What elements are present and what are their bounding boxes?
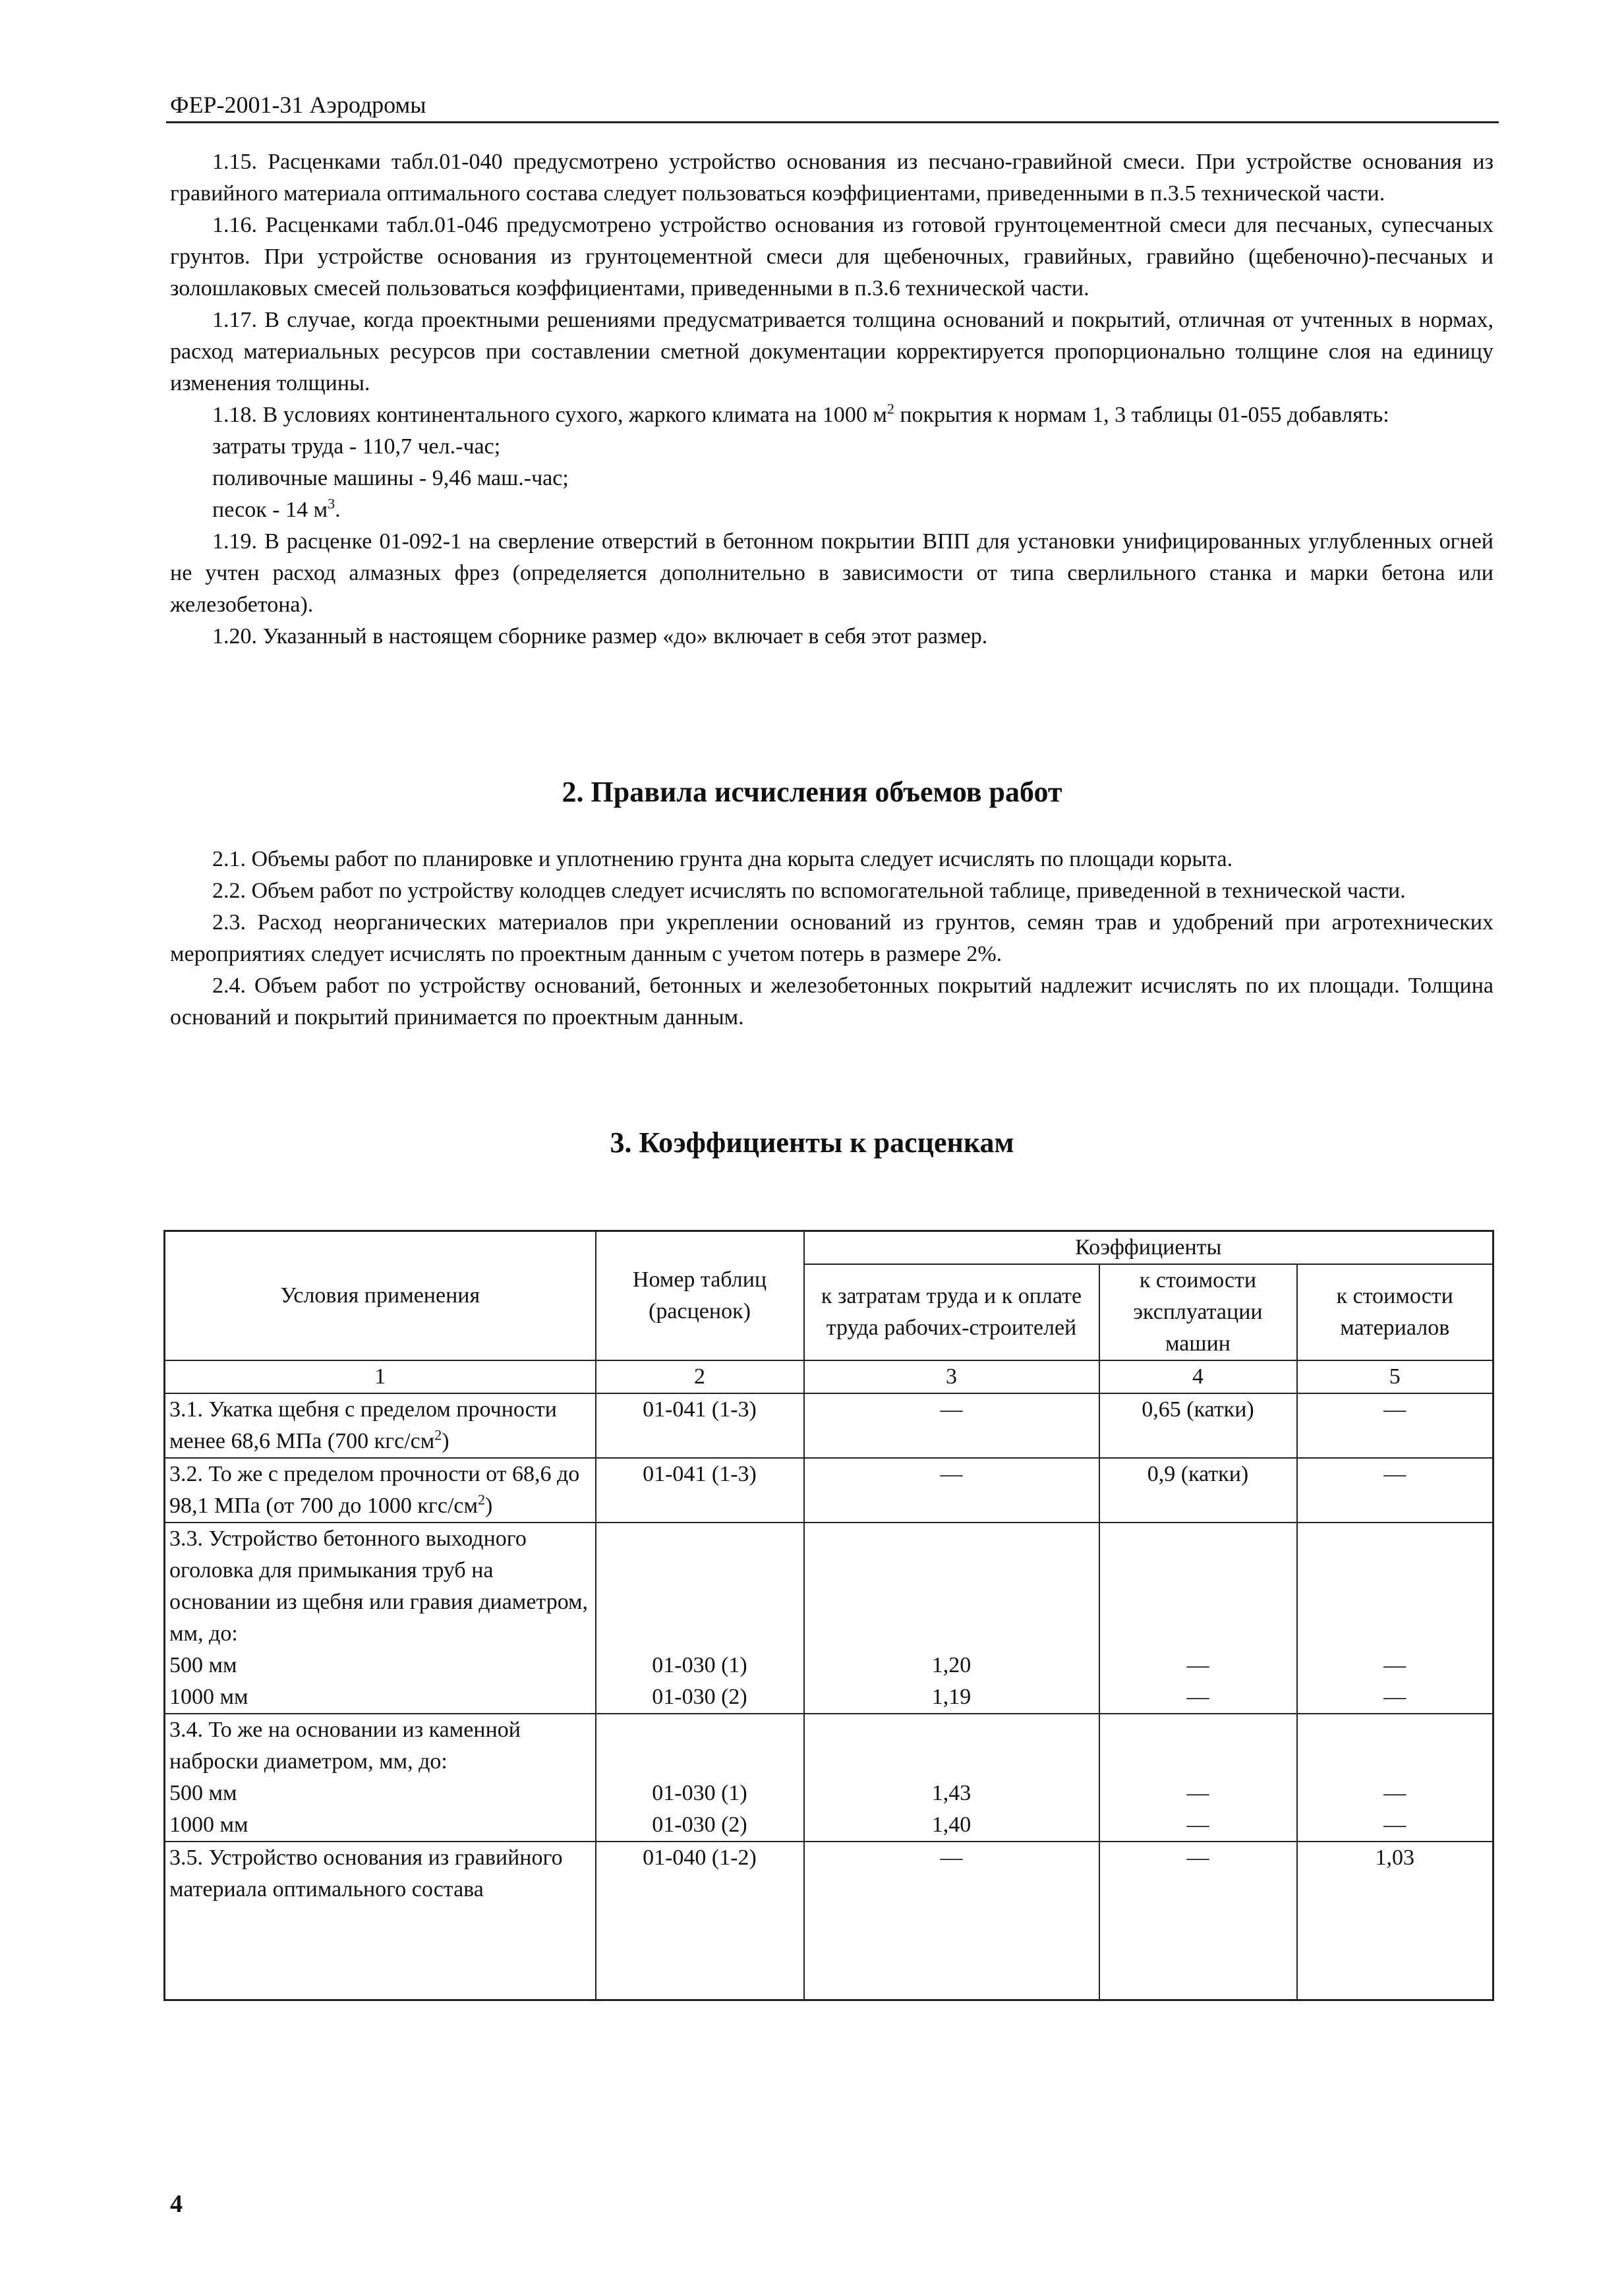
row-3-4-materials	[1297, 1714, 1494, 1842]
addition-sand-period: .	[335, 498, 341, 522]
table-row-3-2	[165, 1458, 1494, 1523]
row-3-2-machines: 0,9 (катки)	[1099, 1458, 1297, 1523]
paragraph-1-19: 1.19. В расценке 01-092-1 на сверление отверстий в бетонном покрытии ВПП для установки унифицированных углубленных огней не учтен расход алмазных фрез (определяется дополнительно в зависимости от типа сверлильного станка и марки бетона или железобетона).	[170, 529, 1494, 617]
header-divider	[166, 121, 1499, 123]
row-3-3-machines	[1099, 1523, 1297, 1714]
header-table-number: Номер таблиц (расценок)	[596, 1231, 804, 1361]
row-3-5-labor: —	[804, 1842, 1099, 2000]
superscript: 3	[328, 495, 335, 512]
column-number: 4	[1099, 1360, 1297, 1393]
row-3-4-conditions	[165, 1714, 596, 1842]
row-3-1-conditions	[165, 1393, 596, 1458]
section-3-heading: 3. Коэффициенты к расценкам	[610, 1126, 1014, 1159]
paragraph-1-16: 1.16. Расценками табл.01-046 предусмотрено устройство основания из готовой грунтоцементной смеси для песчаных, супесчаных грунтов. При устройстве основания из грунтоцементной смеси для щебеночных, гравийных, гравийно (щебеночно)-песчаных и золошлаковых смесей пользоваться коэффициентами, приведенными в п.3.6 технической части.	[170, 213, 1494, 301]
paragraph-1-15: 1.15. Расценками табл.01-040 предусмотрено устройство основания из песчано-гравийной смеси. При устройстве основания из гравийного материала оптимального состава следует пользоваться коэффициентами, приведенными в п.3.5 технической части.	[170, 150, 1494, 206]
row-3-3-labor-2: 1,19	[931, 1685, 972, 1709]
row-3-3-machines-2: —	[1186, 1685, 1209, 1709]
paragraph-1-20: 1.20. Указанный в настоящем сборнике размер «до» включает в себя этот размер.	[212, 624, 988, 649]
coefficients-table	[163, 1230, 1494, 2001]
row-3-4-number-2: 01-030 (2)	[652, 1813, 747, 1837]
column-number: 5	[1297, 1360, 1494, 1393]
row-3-4-materials-2: —	[1383, 1813, 1406, 1837]
row-3-3-labor-1: 1,20	[931, 1653, 972, 1677]
row-3-4-machines-2: —	[1186, 1813, 1209, 1837]
row-3-3-conditions-text: 3.3. Устройство бетонного выходного оголовка для примыкания труб на основании из щебня или гравия диаметром, мм, до:	[169, 1526, 589, 1646]
table-row-3-3	[165, 1523, 1494, 1714]
paragraph-1-18-text-a: 1.18. В условиях континентального сухого, жаркого климата на 1000 м	[212, 403, 887, 427]
row-3-2-number: 01-041 (1-3)	[596, 1458, 804, 1523]
row-3-2-materials: —	[1297, 1458, 1494, 1523]
running-header: ФЕР-2001-31 Аэродромы	[170, 92, 426, 118]
row-3-3-sub-1000: 1000 мм	[169, 1685, 248, 1709]
row-3-3-number-1: 01-030 (1)	[652, 1653, 747, 1677]
row-3-4-number-1: 01-030 (1)	[652, 1781, 747, 1805]
paragraph-2-4: 2.4. Объем работ по устройству оснований, бетонных и железобетонных покрытий надлежит исчислять по их площади. Толщина оснований и покрытий принимается по проектным данным.	[170, 973, 1494, 1030]
paragraph-1-18	[170, 399, 1494, 431]
header-machines: к стоимости эксплуатации машин	[1099, 1264, 1297, 1360]
row-3-3-number-2: 01-030 (2)	[652, 1685, 747, 1709]
row-3-3-materials	[1297, 1523, 1494, 1714]
section-2-body	[170, 844, 1494, 1033]
addition-labor: затраты труда - 110,7 чел.-час;	[212, 434, 501, 459]
paragraph-2-3: 2.3. Расход неорганических материалов при укреплении оснований из грунтов, семян трав и удобрений при агротехнических мероприятиях следует исчислять по проектным данным с учетом потерь в размере 2%.	[170, 910, 1494, 966]
row-3-3-materials-2: —	[1383, 1685, 1406, 1709]
section-2-heading: 2. Правила исчисления объемов работ	[562, 776, 1062, 808]
row-3-5-materials: 1,03	[1297, 1842, 1494, 2000]
superscript: 2	[434, 1426, 442, 1443]
header-conditions: Условия применения	[165, 1231, 596, 1361]
column-number-row	[165, 1360, 1494, 1393]
intro-section	[170, 146, 1494, 653]
addition-sand	[170, 494, 1494, 526]
row-3-4-sub-500: 500 мм	[169, 1781, 237, 1805]
row-3-3-labor	[804, 1523, 1099, 1714]
header-coefficients: Коэффициенты	[804, 1231, 1494, 1265]
row-3-2-labor: —	[804, 1458, 1099, 1523]
row-3-3-materials-1: —	[1383, 1653, 1406, 1677]
table-row-3-5	[165, 1842, 1494, 2000]
paragraph-1-17: 1.17. В случае, когда проектными решениями предусматривается толщина оснований и покрытий, отличная от учтенных в нормах, расход материальных ресурсов при составлении сметной документации корректируется пропорционально толщине слоя на единицу изменения толщины.	[170, 308, 1494, 395]
row-3-3-number	[596, 1523, 804, 1714]
row-3-5-number: 01-040 (1-2)	[596, 1842, 804, 2000]
row-3-1-machines: 0,65 (катки)	[1099, 1393, 1297, 1458]
addition-machines: поливочные машины - 9,46 маш.-час;	[212, 466, 569, 490]
row-3-4-materials-1: —	[1383, 1781, 1406, 1805]
header-materials: к стоимости материалов	[1297, 1264, 1494, 1360]
row-3-4-sub-1000: 1000 мм	[169, 1813, 248, 1837]
paragraph-2-2: 2.2. Объем работ по устройству колодцев следует исчислять по вспомогательной таблице, приведенной в технической части.	[212, 879, 1406, 903]
table-row-3-1	[165, 1393, 1494, 1458]
row-3-4-conditions-text: 3.4. То же на основании из каменной наброски диаметром, мм, до:	[169, 1718, 521, 1774]
row-3-4-machines	[1099, 1714, 1297, 1842]
row-3-4-number	[596, 1714, 804, 1842]
column-number: 1	[165, 1360, 596, 1393]
row-3-1-labor: —	[804, 1393, 1099, 1458]
row-3-2-conditions-text: 3.2. То же с пределом прочности от 68,6 до 98,1 МПа (от 700 до 1000 кгс/см	[169, 1462, 580, 1518]
header-labor: к затратам труда и к оплате труда рабочих-строителей	[804, 1264, 1099, 1360]
row-3-3-sub-500: 500 мм	[169, 1653, 237, 1677]
row-3-4-labor	[804, 1714, 1099, 1842]
row-3-2-conditions	[165, 1458, 596, 1523]
column-number: 2	[596, 1360, 804, 1393]
row-3-1-number: 01-041 (1-3)	[596, 1393, 804, 1458]
column-number: 3	[804, 1360, 1099, 1393]
row-3-3-conditions	[165, 1523, 596, 1714]
table-header-row	[165, 1231, 1494, 1265]
row-3-3-machines-1: —	[1186, 1653, 1209, 1677]
row-3-2-conditions-close: )	[485, 1494, 493, 1518]
page-number: 4	[170, 2190, 183, 2218]
superscript: 2	[886, 400, 894, 417]
row-3-5-machines: —	[1099, 1842, 1297, 2000]
row-3-1-materials: —	[1297, 1393, 1494, 1458]
table-row-3-4	[165, 1714, 1494, 1842]
row-3-1-conditions-text: 3.1. Укатка щебня с пределом прочности менее 68,6 МПа (700 кгс/см	[169, 1397, 557, 1453]
row-3-5-conditions: 3.5. Устройство основания из гравийного материала оптимального состава	[165, 1842, 596, 2000]
row-3-4-labor-2: 1,40	[931, 1813, 972, 1837]
superscript: 2	[478, 1491, 486, 1508]
addition-sand-text: песок - 14 м	[212, 498, 328, 522]
paragraph-2-1: 2.1. Объемы работ по планировке и уплотнению грунта дна корыта следует исчислять по площади корыта.	[212, 847, 1233, 871]
row-3-4-labor-1: 1,43	[931, 1781, 972, 1805]
paragraph-1-18-text-b: покрытия к нормам 1, 3 таблицы 01-055 добавлять:	[894, 403, 1389, 427]
row-3-1-conditions-close: )	[442, 1429, 450, 1453]
row-3-4-machines-1: —	[1186, 1781, 1209, 1805]
